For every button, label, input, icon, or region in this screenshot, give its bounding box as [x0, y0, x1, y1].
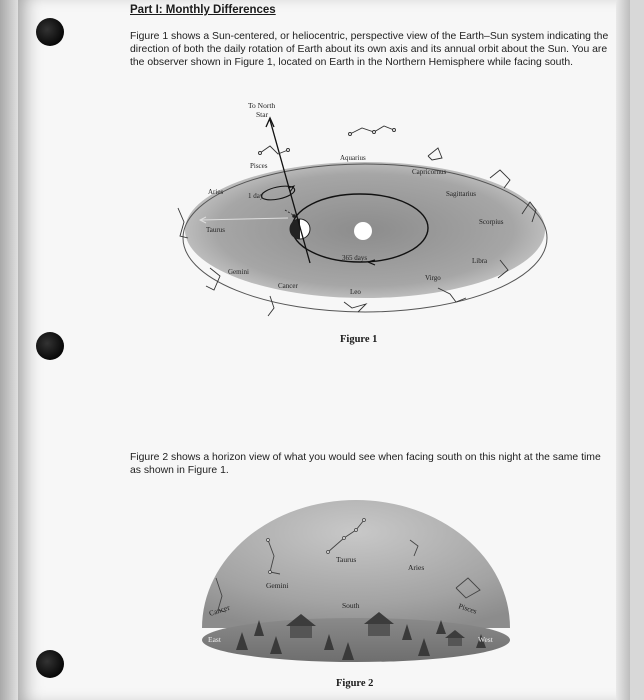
figure2-description: Figure 2 shows a horizon view of what you would see when facing south on this night at the same time as shown in Figure 1. — [130, 452, 601, 476]
label-cancer: Cancer — [207, 602, 231, 618]
label-pisces: Pisces — [250, 162, 268, 170]
label-taurus: Taurus — [206, 226, 225, 234]
direction-east: East — [208, 635, 221, 644]
figure2-horizon-diagram — [196, 500, 516, 676]
label-gemini: Gemini — [228, 268, 249, 276]
label-aquarius: Aquarius — [340, 154, 366, 162]
binder-hole-bottom — [36, 650, 64, 678]
year-label: 365 days — [342, 254, 368, 262]
label-taurus: Taurus — [336, 555, 357, 564]
sun — [354, 222, 372, 240]
label-aries: Aries — [208, 188, 224, 196]
figure1-heliocentric-diagram — [170, 98, 560, 328]
figure1-description: Figure 1 shows a Sun-centered, or heliocentric, perspective view of the Earth–Sun system indicating the direction of both the daily rotation of Earth about its own axis and its annual orbit about the Sun. You are the observer shown in Figure 1, located on Earth in the Northern Hemisphere while facing south. — [130, 31, 609, 68]
label-cancer: Cancer — [278, 282, 298, 290]
direction-south: South — [342, 601, 360, 610]
figure1-caption: Figure 1 — [340, 334, 378, 345]
direction-west: West — [478, 635, 493, 644]
label-sagittarius: Sagittarius — [446, 190, 476, 198]
label-libra: Libra — [472, 257, 488, 265]
binder-hole-middle — [36, 332, 64, 360]
section-title: Part I: Monthly Differences — [130, 4, 276, 16]
label-scorpius: Scorpius — [479, 218, 504, 226]
north-star-label-line2: Star — [256, 110, 269, 119]
ground — [202, 618, 510, 662]
day-label: 1 day — [248, 192, 264, 200]
page-edge-shadow — [616, 0, 630, 700]
label-virgo: Virgo — [425, 274, 441, 282]
label-leo: Leo — [350, 288, 361, 296]
label-pisces: Pisces — [457, 601, 478, 616]
label-aries: Aries — [408, 563, 425, 572]
binder-hole-top — [36, 18, 64, 46]
label-capricornus: Capricornus — [412, 168, 447, 176]
label-gemini: Gemini — [266, 581, 289, 590]
north-star-label-line1: To North — [248, 101, 276, 110]
north-star-arrow — [266, 118, 274, 127]
figure2-caption: Figure 2 — [336, 678, 374, 689]
